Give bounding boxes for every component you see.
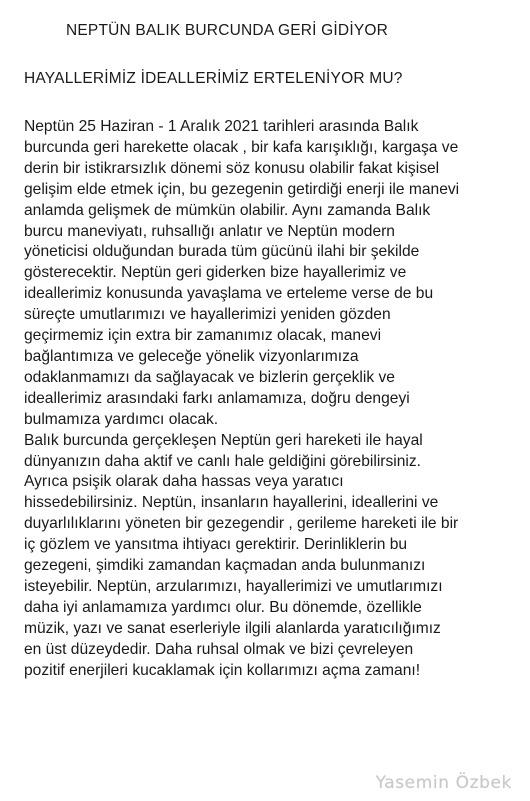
- body-line: hissedebilirsiniz. Neptün, insanların hayallerini, ideallerini ve: [24, 494, 439, 512]
- body-line: geçirmemiz için extra bir zamanımız olacak, manevi: [24, 327, 382, 345]
- body-line: en üst düzeydedir. Daha ruhsal olmak ve bizi çevreleyen: [24, 640, 414, 658]
- body-line: isteyebilir. Neptün, arzularımızı, hayallerimizi ve umutlarımızı: [24, 577, 443, 595]
- body-line: gelişim elde etmek için, bu gezegenin getirdiği enerji ile manevi: [24, 180, 460, 198]
- body-line: daha iyi anlamamıza yardımcı olur. Bu dönemde, özellikle: [24, 598, 422, 616]
- body-line: Neptün 25 Haziran - 1 Aralık 2021 tarihleri arasında Balık: [24, 118, 419, 135]
- body-line: odaklanmamızı da sağlayacak ve bizlerin gerçeklik ve: [24, 368, 395, 386]
- body-line: Ayrıca psişik olarak daha hassas veya yaratıcı: [24, 473, 344, 491]
- body-line: anlamda gelişmek de mümkün olabilir. Aynı zamanda Balık: [24, 201, 431, 219]
- body-line: bağlantımıza ve geleceğe yönelik vizyonlarımıza: [24, 347, 359, 365]
- body-line: ideallerimiz arasındaki farkı anlamamıza, doğru dengeyi: [24, 389, 410, 407]
- document-body: [24, 117, 516, 681]
- body-line: iç gözlem ve yansıtma ihtiyacı gerektirir. Derinliklerin bu: [24, 536, 408, 554]
- body-line: gösterecektir. Neptün geri giderken bize hayallerimiz ve: [24, 264, 407, 282]
- body-line: duyarlılıklarını yöneten bir gezegendir , gerileme hareketi ile bir: [24, 515, 459, 533]
- body-line: dünyanızın daha aktif ve canlı hale geldiğini görebilirsiniz.: [24, 452, 422, 470]
- document-title: NEPTÜN BALIK BURCUNDA GERİ GİDİYOR: [66, 22, 389, 39]
- body-line: burcu maneviyatı, ruhsallığı anlatır ve Neptün modern: [24, 222, 395, 240]
- body-line: süreçte umutlarımızı ve hayallerimizi yeniden gözden: [24, 306, 391, 324]
- body-line: müzik, yazı ve sanat eserleriyle ilgili alanlarda yaratıcılığımız: [24, 619, 441, 637]
- body-line: bulmamıza yardımcı olacak.: [24, 410, 219, 428]
- body-line: gezegeni, şimdiki zamandan kaçmadan anda bulunmanızı: [24, 557, 426, 575]
- body-line: pozitif enerjileri kucaklamak için kollarımızı açma zamanı!: [24, 661, 421, 679]
- body-line: burcunda geri harekette olacak , bir kafa karışıklığı, kargaşa ve: [24, 138, 459, 156]
- body-line: Balık burcunda gerçekleşen Neptün geri hareketi ile hayal: [24, 431, 423, 449]
- body-line: ideallerimiz konusunda yavaşlama ve erteleme verse de bu: [24, 285, 434, 303]
- body-line: yöneticisi olduğundan burada tüm gücünü ilahi bir şekilde: [24, 243, 420, 261]
- document-subtitle: HAYALLERİMİZ İDEALLERİMİZ ERTELENİYOR MU?: [24, 70, 403, 87]
- author-watermark: Yasemin Özbek: [375, 773, 512, 793]
- body-line: derin bir istikrarsızlık dönemi söz konusu olabilir fakat kişisel: [24, 159, 440, 177]
